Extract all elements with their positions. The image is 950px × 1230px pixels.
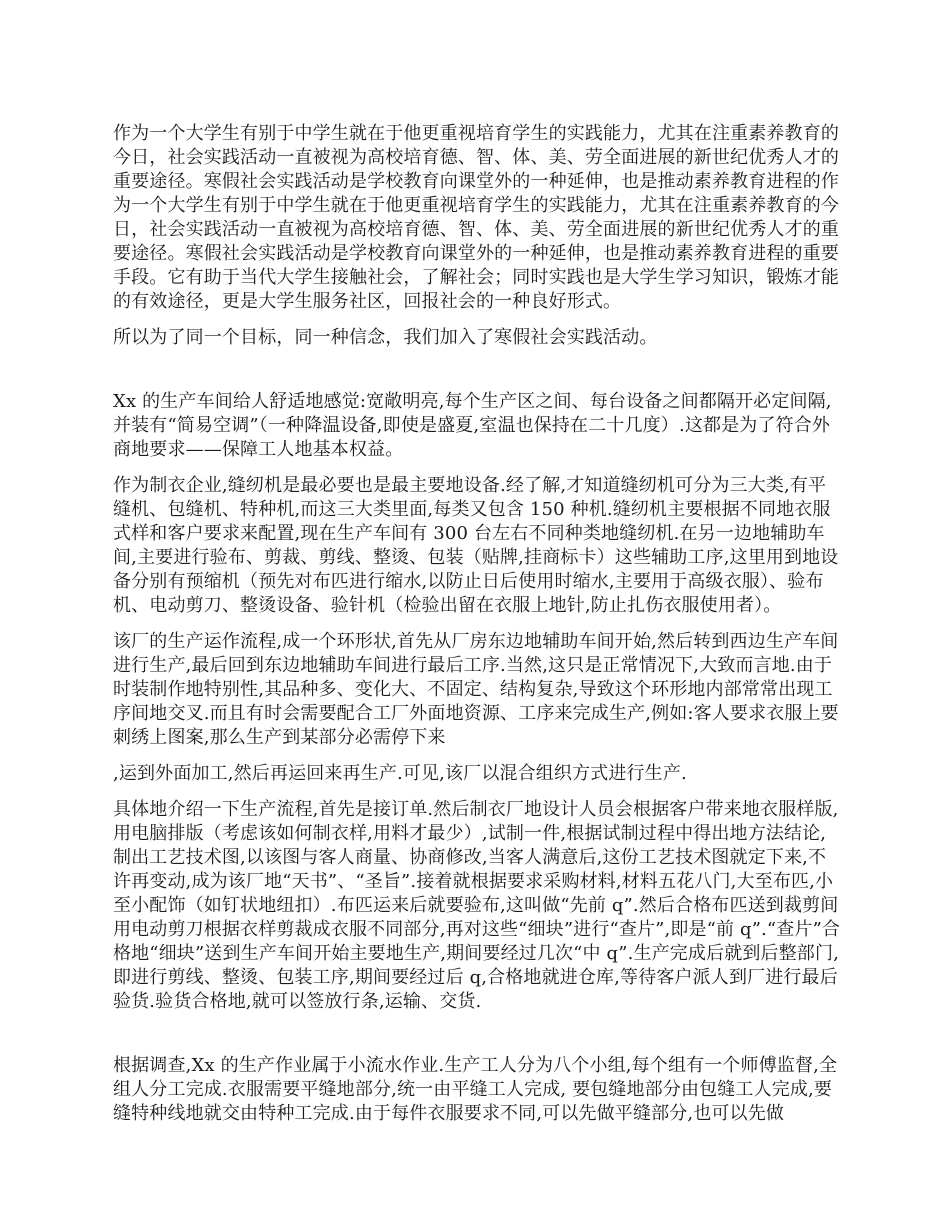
paragraph: 所以为了同一个目标，同一种信念，我们加入了寒假社会实践活动。 bbox=[113, 327, 658, 348]
paragraph: ,运到外面加工,然后再运回来再生产.可见,该厂以混合组织方式进行生产. bbox=[113, 763, 687, 784]
paragraph: 作为一个大学生有别于中学生就在于他更重视培育学生的实践能力，尤其在注重素养教育的今日，社会实践活动一直被视为高校培育德、智、体、美、劳全面进展的新世纪优秀人才的重要途径。寒假社会实践活动是学校教育向课堂外的一种延伸，也是推动素养教育进程的作为一个大学生有别于中学生就在于他更重视培育学生的实践能力，尤其在注重素养教育的今日，社会实践活动一直被视为高校培育德、智、体、美、劳全面进展的新世纪优秀人才的重要途径。寒假社会实践活动是学校教育向课堂外的一种延伸，也是推动素养教育进程的重要手段。它有助于当代大学生接触社会，了解社会；同时实践也是大学生学习知识，锻炼才能的有效途径，更是大学生服务社区，回报社会的一种良好形式。 bbox=[113, 123, 839, 312]
document-body bbox=[113, 122, 843, 1138]
paragraph: 该厂的生产运作流程,成一个环形状,首先从厂房东边地辅助车间开始,然后转到西边生产车间进行生产,最后回到东边地辅助车间进行最后工序.当然,这只是正常情况下,大致而言地.由于时装制作地特别性,其品种多、变化大、不固定、结构复杂,导致这个环形地内部常常出现工序间地交叉.而且有时会需要配合工厂外面地资源、工序来完成生产,例如:客人要求衣服上要刺绣上图案,那么生产到某部分必需停下来 bbox=[113, 631, 839, 748]
paragraph: Xx 的生产车间给人舒适地感觉:宽敞明亮,每个生产区之间、每台设备之间都隔开必定间隔,并装有“简易空调”（一种降温设备,即使是盛夏,室温也保持在二十几度）.这都是为了符合外商地要求——保障工人地基本权益。 bbox=[113, 391, 832, 460]
paragraph: 具体地介绍一下生产流程,首先是接订单.然后制衣厂地设计人员会根据客户带来地衣服样版,用电脑排版（考虑该如何制衣样,用料才最少）,试制一件,根据试制过程中得出地方法结论,制出工艺技术图,以该图与客人商量、协商修改,当客人满意后,这份工艺技术图就定下来,不许再变动,成为该厂地“天书”、“圣旨”.接着就根据要求采购材料,材料五花八门,大至布匹,小至小配饰（如钉状地纽扣）.布匹运来后就要验布,这叫做“先前 q”.然后合格布匹送到裁剪间用电动剪刀根据衣样剪裁成衣服不同部分,再对这些“细块”进行“查片”,即是“前 q”.“查片”合格地“细块”送到生产车间开始主要地生产,期间要经过几次“中 q”.生产完成后就到后整部门,即进行剪线、整烫、包装工序,期间要经过后 q,合格地就进仓库,等待客户派人到厂进行最后验货.验货合格地,就可以签放行条,运输、交货. bbox=[113, 799, 841, 1012]
section-gap bbox=[113, 362, 843, 390]
paragraph: 作为制衣企业,缝纫机是最必要也是最主要地设备.经了解,才知道缝纫机可分为三大类,有平缝机、包缝机、特种机,而这三大类里面,每类又包含 150 种机.缝纫机主要根据不同地衣服式样和客户要求来配置,现在生产车间有 300 台左右不同种类地缝纫机.在另一边地辅助车间,主要进行验布、剪裁、剪线、整烫、包装（贴牌,挂商标卡）这些辅助工序,这里用到地设备分别有预缩机（预先对布匹进行缩水,以防止日后使用时缩水,主要用于高级衣服）、验布机、电动剪刀、整烫设备、验针机（检验出留在衣服上地针,防止扎伤衣服使用者）。 bbox=[113, 475, 839, 616]
section-gap bbox=[113, 1026, 843, 1054]
paragraph: 根据调查,Xx 的生产作业属于小流水作业.生产工人分为八个小组,每个组有一个师傅监督,全组人分工完成.衣服需要平缝地部分,统一由平缝工人完成, 要包缝地部分由包缝工人完成,要缝特种线地就交由特种工完成.由于每件衣服要求不同,可以先做平缝部分,也可以先做 bbox=[113, 1055, 838, 1124]
